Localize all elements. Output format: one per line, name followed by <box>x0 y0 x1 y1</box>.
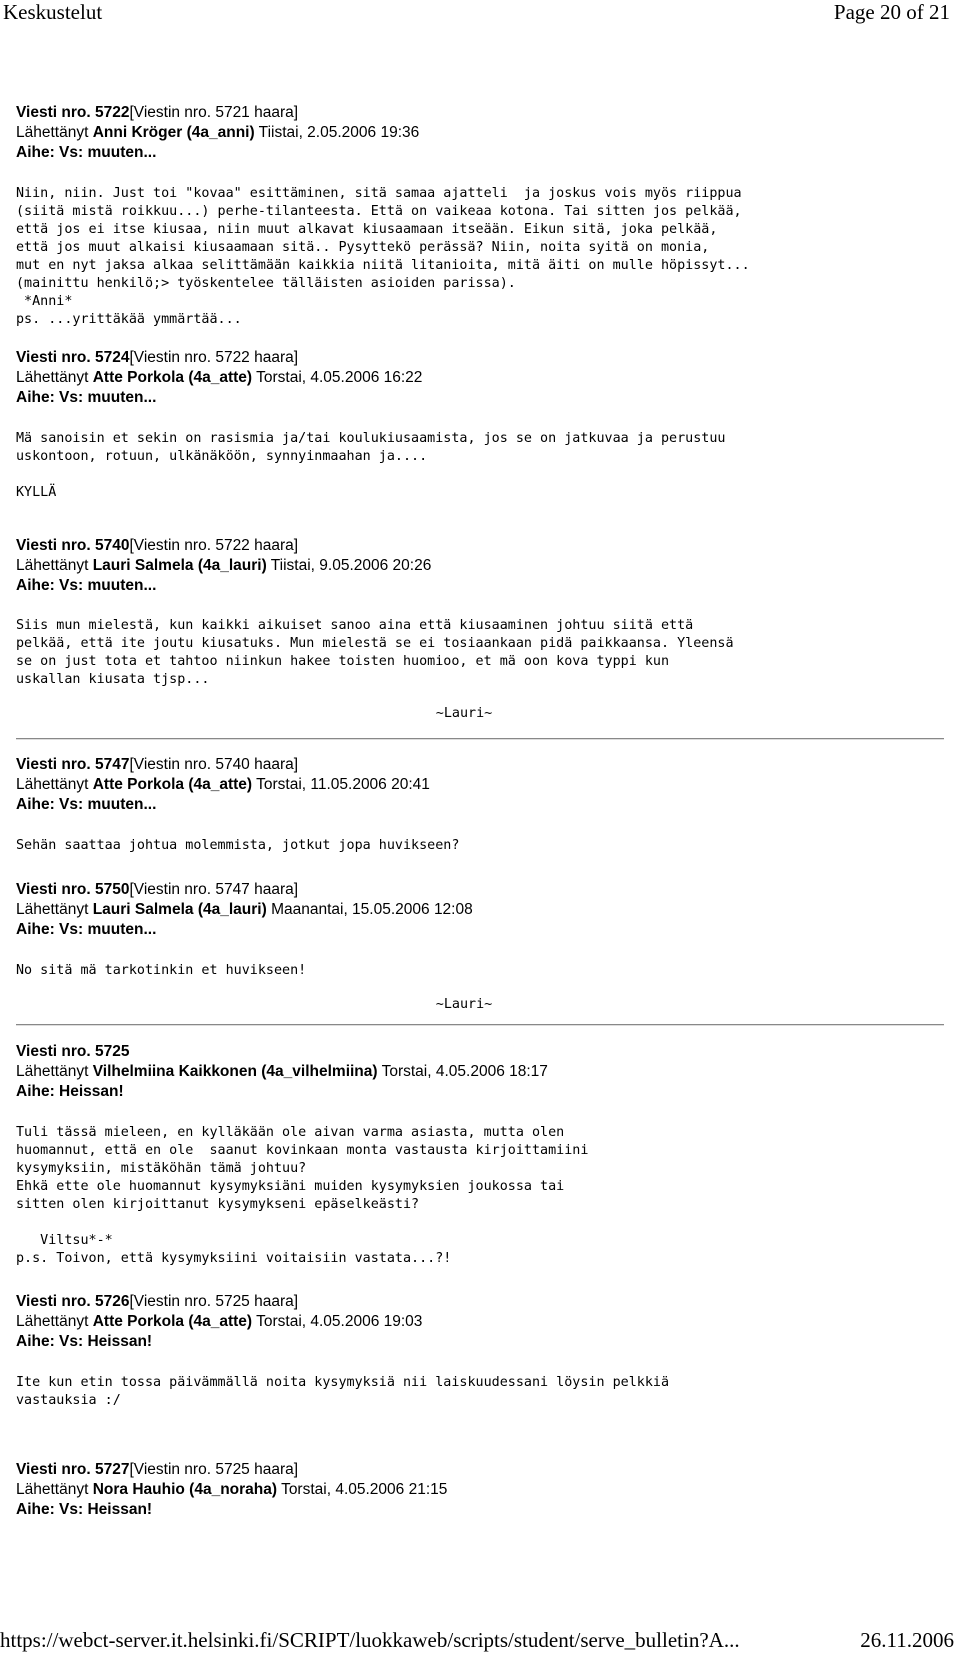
page-header-page-number: Page 20 of 21 <box>833 0 950 24</box>
message-subject: Aihe: Vs: Heissan! <box>16 1501 153 1518</box>
reply-to-link[interactable]: [Viestin nro. 5722 haara] <box>129 349 299 366</box>
message-number-line <box>16 755 944 775</box>
message-number-label: Viesti nro. 5727 <box>16 1461 130 1478</box>
message-5726 <box>16 1292 944 1410</box>
author-name: Atte Porkola (4a_atte) <box>92 369 253 386</box>
message-number-label: Viesti nro. 5725 <box>16 1043 130 1060</box>
message-number-label: Viesti nro. 5726 <box>16 1293 130 1310</box>
message-5727 <box>16 1460 944 1520</box>
message-date: Torstai, 11.05.2006 20:41 <box>256 776 430 793</box>
reply-to-link[interactable]: [Viestin nro. 5721 haara] <box>129 104 299 121</box>
author-name: Vilhelmiina Kaikkonen (4a_vilhelmiina) <box>92 1063 378 1080</box>
separator-rule <box>16 738 944 740</box>
author-name: Lauri Salmela (4a_lauri) <box>92 557 267 574</box>
reply-to-link[interactable]: [Viestin nro. 5722 haara] <box>129 537 299 554</box>
message-number-line <box>16 348 944 368</box>
reply-to-link[interactable]: [Viestin nro. 5725 haara] <box>129 1293 299 1310</box>
message-date: Maanantai, 15.05.2006 12:08 <box>271 901 473 918</box>
message-date: Torstai, 4.05.2006 18:17 <box>381 1063 548 1080</box>
message-date: Torstai, 4.05.2006 16:22 <box>256 369 423 386</box>
message-subject: Aihe: Vs: muuten... <box>16 577 157 594</box>
message-subject: Aihe: Vs: muuten... <box>16 796 157 813</box>
author-name: Lauri Salmela (4a_lauri) <box>92 901 267 918</box>
message-body: Ite kun etin tossa päivämmällä noita kysymyksiä nii laiskuudessani löysin pelkkiä vastauksia :/ <box>16 1375 670 1408</box>
author-name: Atte Porkola (4a_atte) <box>92 1313 253 1330</box>
separator-rule <box>16 1024 944 1026</box>
message-body: Tuli tässä mieleen, en kylläkään ole aivan varma asiasta, mutta olen huomannut, että en ole saanut kovinkaan monta vastausta kirjoittamiini kysymyksiin, mistäköhän tämä johtuu? Ehkä ette ole huomannut kysymyksiäni muiden kysymyksien joukossa tai sitten olen kirjoittanut kysymykseni epäselkeästi? Viltsu*-* p.s. Toivon, että kysymyksiini voitaisiin vastata...?! <box>16 1125 589 1266</box>
sender-line: Lähettänyt Lauri Salmela (4a_lauri) Tiistai, 9.05.2006 20:26 <box>16 557 432 574</box>
message-number-label: Viesti nro. 5747 <box>16 756 130 773</box>
message-number-label: Viesti nro. 5750 <box>16 881 130 898</box>
message-5722 <box>16 103 944 329</box>
message-date: Torstai, 4.05.2006 21:15 <box>281 1481 448 1498</box>
sender-line: Lähettänyt Atte Porkola (4a_atte) Torstai, 4.05.2006 16:22 <box>16 369 423 386</box>
sender-line: Lähettänyt Atte Porkola (4a_atte) Torstai, 4.05.2006 19:03 <box>16 1313 423 1330</box>
message-body: Siis mun mielestä, kun kaikki aikuiset sanoo aina että kiusaaminen johtuu siitä että pelkää, että ite joutu kiusatuks. Mun mielestä se ei tosiaankaan pidä paikkaansa. Yleensä se on just tota et tahtoo niinkun hakee toisten huomioo, et mä oon kova typpi kun uskallan kiusata tjsp... <box>16 618 734 687</box>
sender-line: Lähettänyt Nora Hauhio (4a_noraha) Torstai, 4.05.2006 21:15 <box>16 1481 448 1498</box>
author-name: Atte Porkola (4a_atte) <box>92 776 253 793</box>
message-number-label: Viesti nro. 5740 <box>16 537 130 554</box>
message-date: Tiistai, 9.05.2006 20:26 <box>270 557 432 574</box>
message-subject: Aihe: Vs: Heissan! <box>16 1333 153 1350</box>
message-body: Niin, niin. Just toi "kovaa" esittäminen, sitä samaa ajatteli ja joskus vois myös riippua (siitä mistä roikkuu...) perhe-tilanteesta. Että on vaikeaa kotona. Tai sitten jos pelkää, että jos ei itse kiusaa, niin muut alkavat kiusaamaan itseään. Eikun sitä, joka pelkää, että jos muut alkaisi kiusaamaan sitä.. Pysyttekö perässä? Niin, noita syitä on monia, mut en nyt jaksa alkaa selittämään kaikkia niitä litanioita, mitä äiti on mulle höpissyt... (mainittu henkilö;> työskentelee tälläisten asioiden parissa). *Anni* ps. ...yrittäkää ymmärtää... <box>16 186 750 327</box>
message-number-line <box>16 1292 944 1312</box>
message-number-line <box>16 880 944 900</box>
message-subject: Aihe: Vs: muuten... <box>16 389 157 406</box>
page-header-title: Keskustelut <box>3 0 103 24</box>
message-5724 <box>16 348 944 502</box>
author-name: Anni Kröger (4a_anni) <box>92 124 255 141</box>
reply-to-link[interactable]: [Viestin nro. 5740 haara] <box>129 756 299 773</box>
message-5747 <box>16 755 944 855</box>
message-5740 <box>16 536 944 723</box>
message-date: Torstai, 4.05.2006 19:03 <box>256 1313 423 1330</box>
sender-line: Lähettänyt Atte Porkola (4a_atte) Torstai, 11.05.2006 20:41 <box>16 776 430 793</box>
reply-to-link[interactable]: [Viestin nro. 5747 haara] <box>129 881 299 898</box>
message-number-line <box>16 536 944 556</box>
message-subject: Aihe: Vs: muuten... <box>16 921 157 938</box>
author-name: Nora Hauhio (4a_noraha) <box>92 1481 278 1498</box>
page-footer-date: 26.11.2006 <box>860 1628 954 1652</box>
message-body: No sitä mä tarkotinkin et huvikseen! <box>16 963 307 978</box>
message-date: Tiistai, 2.05.2006 19:36 <box>258 124 420 141</box>
message-number-label: Viesti nro. 5724 <box>16 349 130 366</box>
message-subject: Aihe: Vs: muuten... <box>16 144 157 161</box>
message-number-line <box>16 103 944 123</box>
message-signature: ~Lauri~ <box>435 997 493 1012</box>
message-5750 <box>16 880 944 1014</box>
message-signature: ~Lauri~ <box>435 706 493 721</box>
message-body: Mä sanoisin et sekin on rasismia ja/tai koulukiusaamista, jos se on jatkuvaa ja perustuu uskontoon, rotuun, ulkänäköön, synnyinmaahan ja.... KYLLÄ <box>16 431 726 500</box>
reply-to-link[interactable]: [Viestin nro. 5725 haara] <box>129 1461 299 1478</box>
page-footer-url: https://webct-server.it.helsinki.fi/SCRIPT/luokkaweb/scripts/student/serve_bulletin?A... <box>0 1628 740 1652</box>
sender-line: Lähettänyt Lauri Salmela (4a_lauri) Maanantai, 15.05.2006 12:08 <box>16 901 473 918</box>
message-body: Sehän saattaa johtua molemmista, jotkut jopa huvikseen? <box>16 838 460 853</box>
sender-line: Lähettänyt Anni Kröger (4a_anni) Tiistai, 2.05.2006 19:36 <box>16 124 420 141</box>
sender-line: Lähettänyt Vilhelmiina Kaikkonen (4a_vilhelmiina) Torstai, 4.05.2006 18:17 <box>16 1063 548 1080</box>
message-subject: Aihe: Heissan! <box>16 1083 124 1100</box>
message-5725 <box>16 1042 944 1268</box>
message-number-line <box>16 1042 944 1062</box>
message-number-label: Viesti nro. 5722 <box>16 104 130 121</box>
message-number-line <box>16 1460 944 1480</box>
